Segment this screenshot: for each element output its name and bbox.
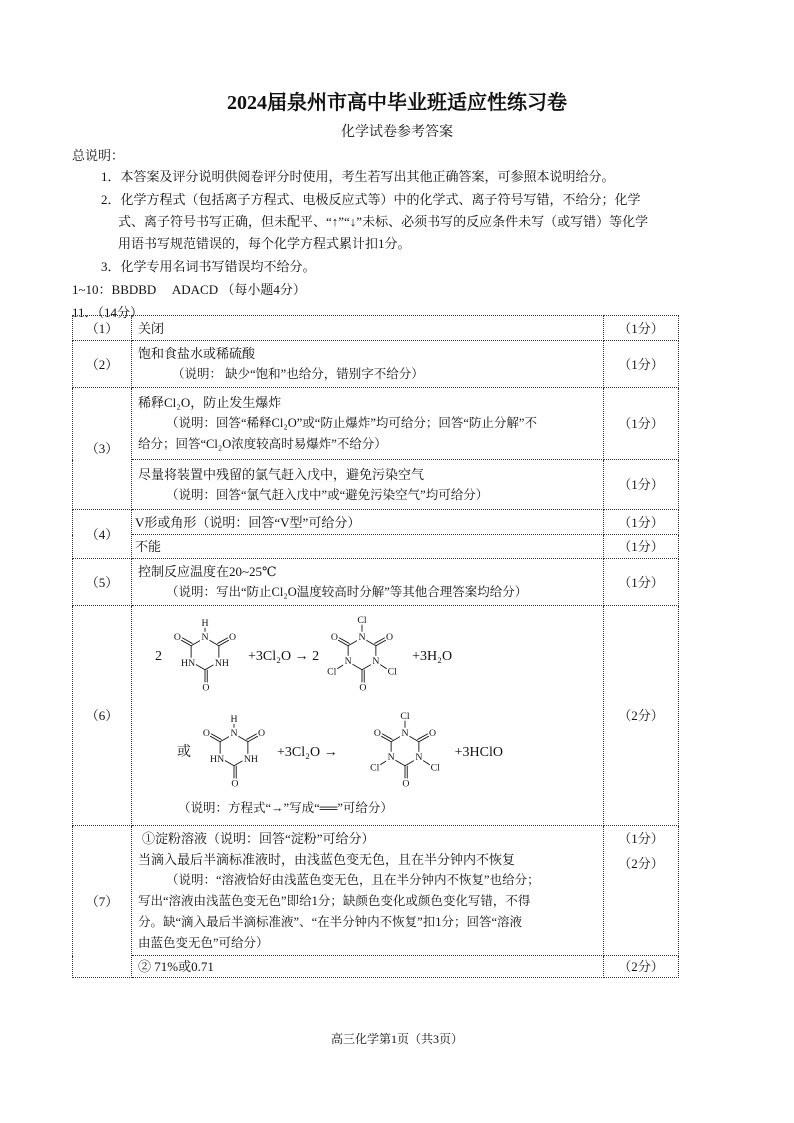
table-row: [73, 826, 679, 956]
equation-product: +3H₂O: [412, 648, 453, 664]
general-item: 式、离子符号书写正确，但未配平、“↑”“↓”未标、必须书写的反应条件未写（或写错）等化学: [118, 214, 649, 229]
answer-table: [72, 315, 679, 978]
oxygen-atom: O: [373, 728, 381, 740]
chlorine-atom: Cl: [357, 615, 367, 627]
points: （1分）: [604, 341, 679, 388]
answer-text: ② 71%或0.71: [132, 956, 604, 978]
equation-2: [138, 706, 597, 798]
answer-text: 关闭: [132, 316, 604, 341]
points: （1分）: [618, 831, 664, 846]
trichloroisocyanuric-acid-structure: [365, 706, 445, 798]
row-number: （4）: [73, 510, 132, 559]
page-title: 2024届泉州市高中毕业班适应性练习卷: [227, 92, 567, 114]
trichloroisocyanuric-acid-structure: [322, 610, 402, 702]
oxygen-atom: O: [331, 632, 339, 644]
answer-text: 稀释Cl₂O，防止发生爆炸: [138, 395, 282, 410]
cyanuric-acid-structure: [194, 706, 274, 798]
nh-group: HN: [181, 657, 196, 669]
chlorine-atom: Cl: [430, 762, 440, 774]
table-row: [73, 460, 679, 510]
chlorine-atom: Cl: [400, 711, 410, 723]
answer-note: （说明：方程式“→”写成“══”可给分）: [178, 801, 393, 815]
table-row: [73, 956, 679, 978]
nitrogen-atom: N: [344, 656, 352, 668]
points: （1分）: [604, 388, 679, 460]
nh-group: NH: [243, 753, 258, 765]
answer-note: 分。缺“滴入最后半滴标准液”、“在半分钟内不恢复”扣1分；回答“溶液: [138, 915, 522, 929]
table-row: [73, 341, 679, 388]
row-number: （3）: [73, 388, 132, 510]
oxygen-atom: O: [428, 728, 436, 740]
table-row: [73, 535, 679, 559]
points: （1分）: [604, 535, 679, 559]
oxygen-atom: O: [359, 682, 367, 694]
nitrogen-atom: N: [401, 728, 409, 740]
equation-middle: +3Cl₂O →: [277, 744, 338, 760]
page-subtitle: 化学试卷参考答案: [341, 125, 453, 140]
nitrogen-atom: N: [414, 752, 423, 764]
nitrogen-atom: N: [230, 728, 238, 740]
chlorine-atom: Cl: [327, 666, 337, 678]
nh-group: NH: [214, 657, 229, 669]
answer-text: V形或角形（说明：回答“V型”可给分）: [132, 510, 604, 535]
points: （1分）: [604, 559, 679, 606]
row-number: （2）: [73, 341, 132, 388]
points: （1分）: [604, 510, 679, 535]
table-row: [73, 316, 679, 341]
table-row: [73, 559, 679, 606]
row-number: （7）: [73, 826, 132, 978]
question-11-heading: 11．（14分）: [72, 305, 144, 320]
general-item: 2．化学方程式（包括离子方程式、电极反应式等）中的化学式、离子符号写错，不给分；化学: [101, 192, 641, 207]
nitrogen-atom: N: [201, 632, 209, 644]
hydrogen-atom: H: [201, 617, 209, 629]
or-label: 或: [177, 744, 191, 760]
answer-note: （说明：回答“氯气赶入戊中”或“避免污染空气”均可给分）: [166, 487, 489, 502]
answer-text: 尽量将装置中残留的氯气赶入戊中，避免污染空气: [138, 466, 425, 482]
answer-text: 不能: [132, 535, 604, 559]
chlorine-atom: Cl: [387, 666, 397, 678]
oxygen-atom: O: [386, 632, 394, 644]
mc-answers: 1~10：BBDBD ADACD （每小题4分）: [72, 282, 306, 297]
points: （2分）: [604, 606, 679, 826]
table-row: [73, 510, 679, 535]
nh-group: HN: [210, 753, 225, 765]
nitrogen-atom: N: [372, 656, 380, 668]
oxygen-atom: O: [401, 778, 410, 790]
general-heading: 总说明：: [72, 148, 125, 163]
answer-text: 控制反应温度在20~25℃: [138, 564, 277, 579]
table-row: [73, 606, 679, 826]
answer-note: 给分；回答“Cl₂O浓度较高时易爆炸”不给分）: [138, 437, 387, 451]
oxygen-atom: O: [202, 682, 210, 694]
equation-product: +3HClO: [454, 744, 503, 760]
general-item: 用语书写规范错误的，每个化学方程式累计扣1分。: [118, 236, 411, 251]
oxygen-atom: O: [231, 778, 239, 790]
page-footer: 高三化学第1页（共3页）: [330, 1032, 463, 1046]
answer-note: （说明： 缺少“饱和”也给分，错别字不给分）: [172, 367, 424, 381]
answer-text: 当滴入最后半滴标准液时，由浅蓝色变无色，且在半分钟内不恢复: [138, 852, 516, 867]
answer-note: （说明：回答“稀释Cl₂O”或“防止爆炸”均可给分；回答“防止分解”不: [166, 416, 537, 430]
answer-note: （说明：写出“防止Cl₂O温度较高时分解”等其他合理答案均给分）: [166, 585, 528, 599]
general-item: 1．本答案及评分说明供阅卷评分时使用，考生若写出其他正确答案，可参照本说明给分。: [101, 169, 615, 184]
equation-1: [138, 610, 597, 702]
nitrogen-atom: N: [387, 752, 395, 764]
cyanuric-acid-structure: [165, 610, 245, 702]
oxygen-atom: O: [258, 728, 266, 740]
row-number: （6）: [73, 606, 132, 826]
answer-note: 由蓝色变无色”可给分）: [138, 936, 269, 950]
answer-text: 饱和食盐水或稀硫酸: [138, 346, 256, 361]
coefficient: 2: [155, 648, 162, 664]
oxygen-atom: O: [173, 632, 181, 644]
oxygen-atom: O: [229, 632, 237, 644]
row-number: （5）: [73, 559, 132, 606]
oxygen-atom: O: [202, 728, 210, 740]
row-number: （1）: [73, 316, 132, 341]
answer-text: ①淀粉溶液（说明：回答“淀粉”可给分）: [142, 831, 375, 846]
chlorine-atom: Cl: [369, 762, 380, 774]
equation-middle: +3Cl₂O → 2: [248, 648, 320, 664]
points: （1分）: [604, 460, 679, 510]
nitrogen-atom: N: [358, 632, 366, 644]
answer-note: （说明：“溶液恰好由浅蓝色变无色，且在半分钟内不恢复”也给分；: [166, 873, 540, 887]
hydrogen-atom: H: [230, 713, 238, 725]
table-row: [73, 388, 679, 460]
general-item: 3．化学专用名词书写错误均不给分。: [101, 259, 316, 274]
points: （2分）: [618, 856, 664, 871]
points: （1分）: [604, 316, 679, 341]
answer-note: 写出“溶液由浅蓝色变无色”即给1分；缺颜色变化或颜色变化写错，不得: [138, 894, 531, 908]
points: （2分）: [604, 956, 679, 978]
